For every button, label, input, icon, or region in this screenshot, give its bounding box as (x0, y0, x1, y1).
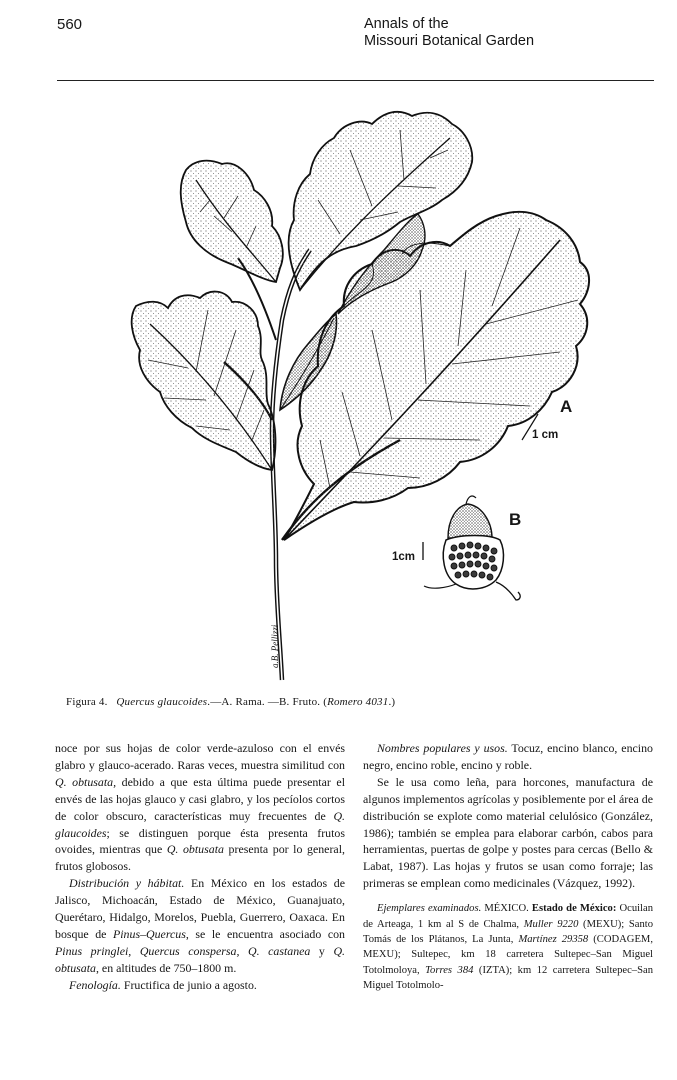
figure-label-b: B (509, 510, 522, 529)
caption-figure-label: Figura 4. (66, 696, 108, 708)
paragraph-common-names (363, 740, 653, 774)
collector: Martínez 29358 (518, 933, 589, 945)
journal-title-line2: Missouri Botanical Garden (364, 33, 535, 49)
artist-signature: a.B. Pellizzi (270, 624, 280, 668)
text-run: ; se distinguen porque ésta presenta frutos ovoides, mientras que (55, 825, 345, 857)
state-name: Estado de México: (531, 903, 617, 915)
text-run: debido a que esta última puede presentar el envés de las hojas glauco y casi glabro, y los pecíolos cortos de color obscuro, características muy frecuentes de (55, 774, 346, 823)
leaf-large-right (284, 212, 589, 540)
species-name: Q. obtusata, (55, 774, 117, 789)
collector: Muller 9220 (523, 918, 579, 930)
journal-title (364, 16, 534, 50)
scale-label-b: 1cm (392, 551, 416, 563)
section-heading: Fenología. (69, 977, 121, 992)
paragraph-distinction (55, 740, 345, 875)
text-run: noce por sus hojas de color verde-azuloso con el envés glabro y glauco-acerado. Raras veces, muestra similitud con (55, 741, 345, 772)
paragraph-phenology (55, 977, 345, 994)
species-name: Q. obtusata (166, 842, 224, 857)
caption-species: Quercus glaucoides (116, 696, 208, 708)
text-run: y (310, 943, 334, 958)
caption-parts: .—A. Rama. —B. Fruto. ( (207, 696, 328, 708)
paragraph-uses: Se le usa como leña, para horcones, manufactura de algunos implementos agrícolas y posiblemente por el área de distribución se explote como material celulósico (González, 1986); también se emplea para elaborar carbón, cabos para herramientas, puertas de golpe y postes para cercas (Bello & Labat, 1987). Las hojas y frutos se usan como forraje; las primeras se emplean como medicinales (Vázquez, 1992). (363, 774, 653, 891)
text-run: Fructifica de junio a agosto. (120, 977, 257, 992)
species-name: Pinus pringlei, Quercus conspersa, Q. castanea (55, 943, 311, 958)
acorn-fruit (424, 496, 520, 600)
section-heading: Nombres populares y usos. (377, 741, 508, 755)
leaf-left (132, 292, 276, 470)
section-heading: Distribución y hábitat. (69, 876, 185, 891)
caption-voucher: Romero 4031 (327, 696, 389, 708)
text-run: En México en los estados de Jalisco, Michoacán, Estado de México, Guanajuato, Querétaro, Hidalgo, Morelos, Puebla, Guerrero, Oaxaca. En bosque de (55, 876, 345, 941)
text-column-left (55, 740, 345, 994)
paragraph-distribution (55, 875, 345, 976)
text-run: (IZTA); km 12 carretera Sultepec–San Miguel Totolmolo- (363, 964, 653, 992)
journal-title-line1: Annals of the (364, 16, 449, 32)
text-run: , en altitudes de 750–1800 m. (95, 960, 237, 975)
section-heading: Ejemplares examinados. (377, 903, 482, 915)
species-name: Q. glaucoides (55, 808, 345, 840)
species-name: Pinus–Quercus (112, 926, 186, 941)
botanical-illustration (0, 84, 677, 684)
paragraph-specimens (363, 901, 653, 993)
header-rule (57, 80, 654, 81)
text-column-right (363, 740, 653, 994)
text-run: Ocuilan de Arteaga, 1 km al S de Chalma, (363, 903, 654, 930)
text-run: Tocuz, encino blanco, encino negro, encino roble, encino y roble. (363, 741, 653, 772)
page-number: 560 (57, 16, 83, 33)
text-run: (CODAGEM, MEXU); Sultepec, km 18 carretera Sultepec–San Miguel Totolmoloya, (363, 933, 653, 976)
scale-label-a: 1 cm (532, 429, 559, 441)
text-run: (MEXU); Santo Tomás de los Plátanos, La Junta, (363, 918, 654, 945)
collector: Torres 384 (425, 964, 474, 976)
figure-label-a: A (560, 397, 573, 416)
text-run: presenta por lo general, frutos globosos. (55, 842, 345, 874)
leaf-upper-left (181, 161, 283, 282)
figure-caption (66, 696, 626, 708)
text-run: MÉXICO. (481, 903, 532, 915)
text-run: , se le encuentra asociado con (185, 926, 345, 941)
caption-end: .) (388, 696, 396, 708)
species-name: Q. obtusata (55, 943, 346, 975)
